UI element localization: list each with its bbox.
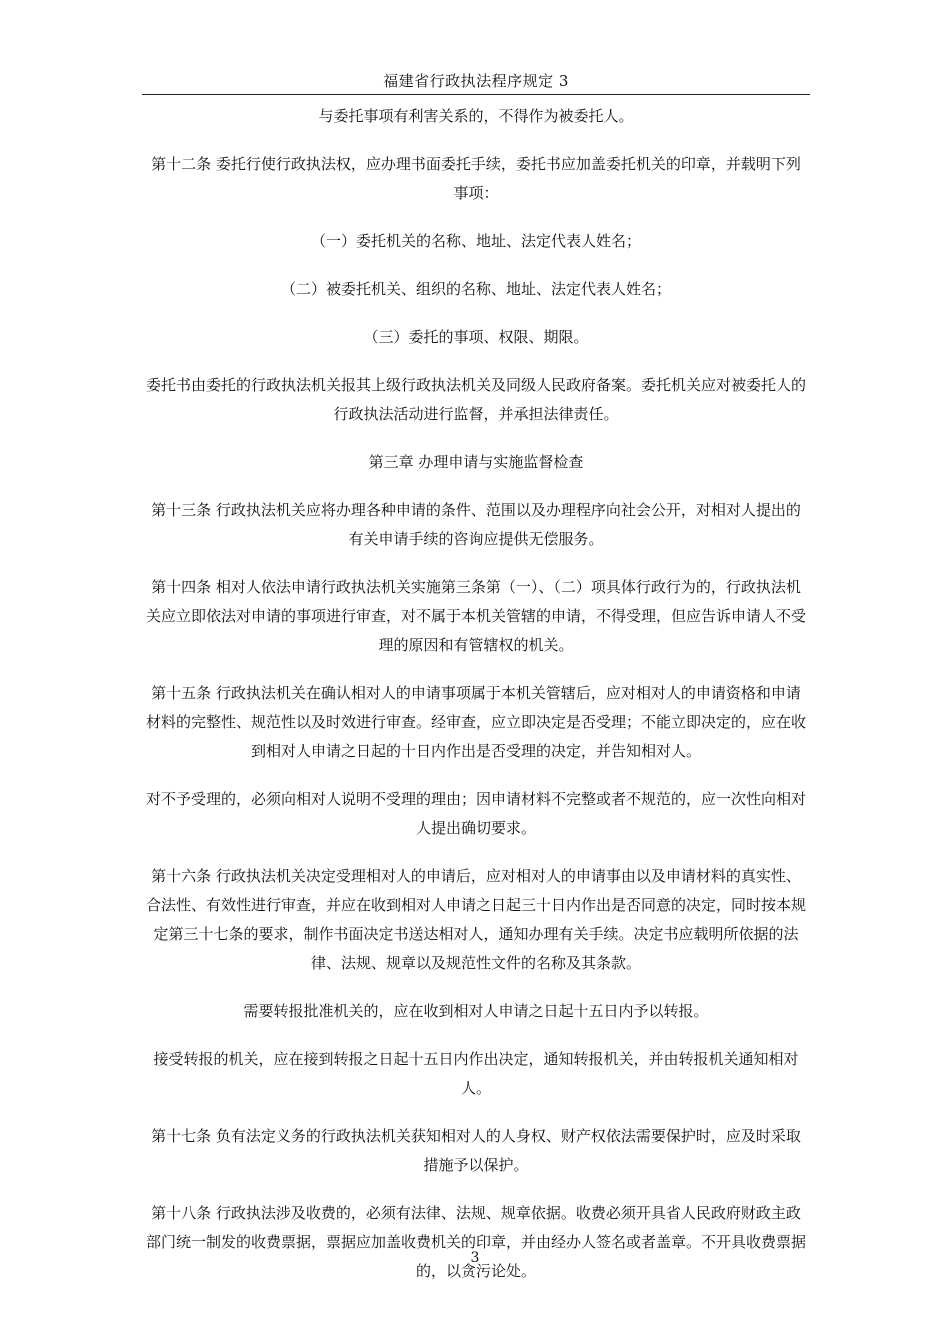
article-18: 第十八条 行政执法涉及收费的，必须有法律、法规、规章依据。收费必须开具省人民政府财政主政部门统一制发的收费票据，票据应加盖收费机关的印章，并由经办人签名或者盖章。不开具收费票据的，以贪污论处。 <box>146 1204 807 1280</box>
paragraph-entrustment-filing: 委托书由委托的行政执法机关报其上级行政执法机关及同级人民政府备案。委托机关应对被委托人的行政执法活动进行监督，并承担法律责任。 <box>146 376 807 423</box>
paragraph-transfer-report: 需要转报批准机关的，应在收到相对人申请之日起十五日内予以转报。 <box>243 1002 709 1020</box>
paragraph-entrustment-conflict: 与委托事项有利害关系的，不得作为被委托人。 <box>318 107 634 125</box>
article-12-item-2: （二）被委托机关、组织的名称、地址、法定代表人姓名； <box>280 280 671 298</box>
article-12-item-3: （三）委托的事项、权限、期限。 <box>363 328 589 346</box>
document-body <box>142 102 810 1305</box>
paragraph-transfer-decision: 接受转报的机关，应在接到转报之日起十五日内作出决定，通知转报机关，并由转报机关通知相对人。 <box>153 1050 799 1097</box>
page-number: 3 <box>470 1250 480 1266</box>
article-12: 第十二条 委托行使行政执法权，应办理书面委托手续，委托书应加盖委托机关的印章，并载明下列事项： <box>151 155 801 202</box>
chapter-3-heading: 第三章 办理申请与实施监督检查 <box>368 453 584 471</box>
article-17: 第十七条 负有法定义务的行政执法机关获知相对人的人身权、财产权依法需要保护时，应及时采取措施予以保护。 <box>151 1127 801 1174</box>
article-16: 第十六条 行政执法机关决定受理相对人的申请后，应对相对人的申请事由以及申请材料的真实性、合法性、有效性进行审查，并应在收到相对人申请之日起三十日内作出是否同意的决定，同时按本规定第三十七条的要求，制作书面决定书送达相对人，通知办理有关手续。决定书应载明所依据的法律、法规、规章以及规范性文件的名称及其条款。 <box>146 867 807 972</box>
document-title: 福建省行政执法程序规定 3 <box>383 72 569 90</box>
page-header <box>142 68 810 95</box>
article-13: 第十三条 行政执法机关应将办理各种申请的条件、范围以及办理程序向社会公开，对相对人提出的有关申请手续的咨询应提供无偿服务。 <box>151 501 801 548</box>
article-15: 第十五条 行政执法机关在确认相对人的申请事项属于本机关管辖后，应对相对人的申请资格和申请材料的完整性、规范性以及时效进行审查。经审查，应立即决定是否受理；不能立即决定的，应在收到相对人申请之日起的十日内作出是否受理的决定，并告知相对人。 <box>146 684 807 760</box>
article-12-item-1: （一）委托机关的名称、地址、法定代表人姓名； <box>310 232 641 250</box>
paragraph-not-accepted: 对不予受理的，必须向相对人说明不受理的理由；因申请材料不完整或者不规范的，应一次性向相对人提出确切要求。 <box>146 790 807 837</box>
article-14: 第十四条 相对人依法申请行政执法机关实施第三条第（一）、（二）项具体行政行为的，行政执法机关应立即依法对申请的事项进行审查，对不属于本机关管辖的申请，不得受理，但应告诉申请人不受理的原因和有管辖权的机关。 <box>146 578 807 654</box>
